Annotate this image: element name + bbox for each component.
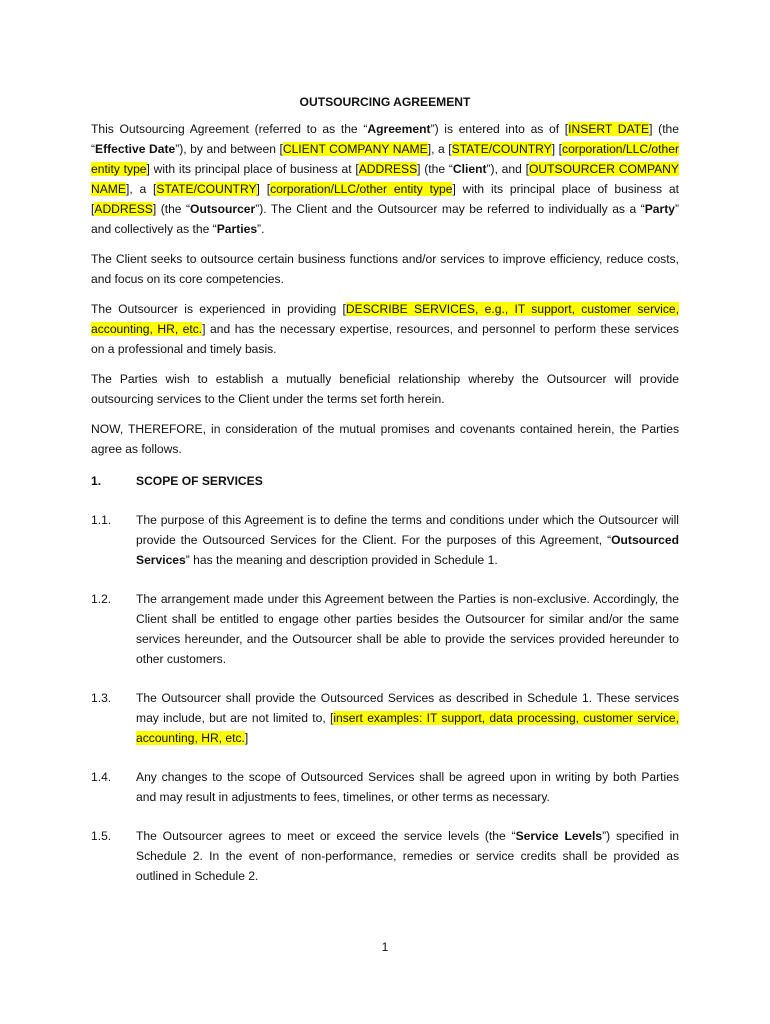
intro-text: ] (the “: [91, 122, 680, 156]
intro-text: ” and collectively as the “: [91, 202, 680, 236]
defined-term-parties: Parties: [216, 222, 258, 236]
intro-text: ] [: [551, 142, 563, 156]
clause-number: 1.4.: [91, 770, 112, 784]
defined-term-outsourcer: Outsourcer: [190, 202, 256, 216]
recital-text: ] and has the necessary expertise, resources, and personnel to perform these services on a professional and timely basis.: [91, 322, 679, 356]
clause-1-1: [91, 510, 679, 570]
intro-text: This Outsourcing Agreement (referred to as the “: [91, 122, 368, 136]
defined-term-service-levels: Service Levels: [515, 829, 603, 843]
intro-text: ] with its principal place of business at [: [91, 182, 679, 216]
intro-text: ], a [: [427, 142, 452, 156]
intro-text: ”), and [: [486, 162, 529, 176]
intro-text: ], a [: [125, 182, 157, 196]
placeholder-outsourcer-company-name: OUTSOURCER COMPANY NAME: [91, 162, 679, 196]
clause-text-part: The Outsourcer shall provide the Outsourced Services as described in Schedule 1. These services may include, but are not limited to, [: [136, 691, 679, 725]
clause-number: 1.2.: [91, 592, 112, 606]
clause-number: 1.3.: [91, 691, 112, 705]
intro-text: ] (the “: [417, 162, 453, 176]
clause-text: Any changes to the scope of Outsourced Services shall be agreed upon in writing by both Parties and may result in adjustments to fees, timelines, or other terms as necessary.: [136, 770, 679, 804]
placeholder-outsourcer-address: ADDRESS: [94, 202, 153, 216]
placeholder-outsourcer-state-country: STATE/COUNTRY: [156, 182, 257, 196]
clause-text: The arrangement made under this Agreement between the Parties is non-exclusive. Accordingly, the Client shall be entitled to engage other parties besides the Outsourcer for similar and/or the same services hereunder, and the Outsourcer shall be able to provide the services provided hereunder to other customers.: [136, 592, 679, 666]
clause-number: 1.5.: [91, 829, 112, 843]
recital-parties-paragraph: The Parties wish to establish a mutually beneficial relationship whereby the Outsourcer will provide outsourcing services to the Client under the terms set forth herein.: [91, 372, 679, 406]
placeholder-describe-services: DESCRIBE SERVICES, e.g., IT support, customer service, accounting, HR, etc.: [91, 302, 679, 336]
recital-outsourcer-paragraph: [91, 299, 679, 359]
clause-text-part: The Outsourcer agrees to meet or exceed the service levels (the “: [136, 829, 516, 843]
placeholder-client-company-name: CLIENT COMPANY NAME: [282, 142, 428, 156]
page-number: 1: [381, 940, 389, 954]
clause-text: [136, 826, 679, 886]
intro-text: ”.: [257, 222, 265, 236]
intro-text: ] (the “: [152, 202, 191, 216]
clause-1-2: [91, 589, 679, 669]
recital-text: The Outsourcer is experienced in providing [: [91, 302, 346, 316]
recital-client-paragraph: The Client seeks to outsource certain business functions and/or services to improve efficiency, reduce costs, and focus on its core competencies.: [91, 252, 679, 286]
placeholder-insert-examples: insert examples: IT support, data processing, customer service, accounting, HR, etc.: [136, 711, 679, 745]
defined-term-party: Party: [644, 202, 675, 216]
section-heading-scope-of-services: [91, 471, 679, 491]
defined-term-agreement: Agreement: [367, 122, 431, 136]
now-therefore-paragraph: NOW, THEREFORE, in consideration of the mutual promises and covenants contained herein, the Parties agree as follows.: [91, 422, 679, 456]
clause-number: 1.1.: [91, 513, 112, 527]
document-title: OUTSOURCING AGREEMENT: [299, 95, 471, 109]
intro-text: ] with its principal place of business at [: [146, 162, 359, 176]
intro-text: ”) is entered into as of [: [430, 122, 569, 136]
clause-1-5: [91, 826, 679, 886]
intro-text: ”). The Client and the Outsourcer may be referred to individually as a “: [255, 202, 645, 216]
document-body: [91, 92, 679, 905]
defined-term-outsourced-services: Outsourced Services: [136, 533, 679, 567]
clause-1-3: [91, 688, 679, 748]
clause-text-part: The purpose of this Agreement is to define the terms and conditions under which the Outsourcer will provide the Outsourced Services for the Client. For the purposes of this Agreement, “: [136, 513, 679, 547]
clause-1-4: [91, 767, 679, 807]
clause-text: [136, 688, 679, 748]
intro-paragraph: [91, 119, 679, 239]
intro-text: ”), by and between [: [175, 142, 283, 156]
defined-term-effective-date: Effective Date: [95, 142, 176, 156]
placeholder-client-address: ADDRESS: [358, 162, 418, 176]
section-title: SCOPE OF SERVICES: [136, 474, 263, 488]
clause-text-part: ]: [244, 731, 249, 745]
clause-text-part: ”) specified in Schedule 2. In the event of non-performance, remedies or service credits shall be provided as outlined in Schedule 2.: [136, 829, 679, 883]
placeholder-client-entity-type: corporation/LLC/other entity type: [91, 142, 679, 176]
section-number: 1.: [91, 474, 102, 488]
intro-text: ] [: [256, 182, 271, 196]
placeholder-insert-date: INSERT DATE: [568, 122, 650, 136]
placeholder-client-state-country: STATE/COUNTRY: [451, 142, 552, 156]
clause-text-part: ” has the meaning and description provided in Schedule 1.: [185, 553, 498, 567]
clause-text: [136, 510, 679, 570]
defined-term-client: Client: [452, 162, 487, 176]
placeholder-outsourcer-entity-type: corporation/LLC/other entity type: [270, 182, 453, 196]
